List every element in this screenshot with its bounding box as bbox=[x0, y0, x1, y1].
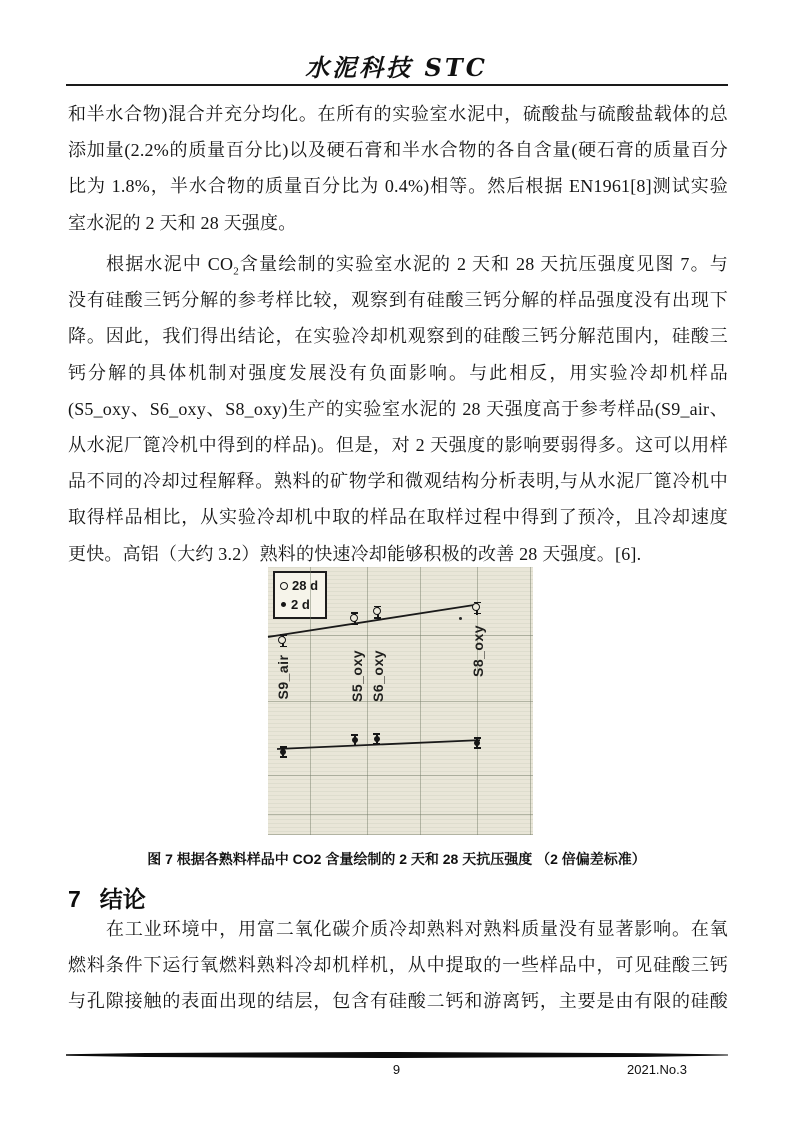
header-rule bbox=[66, 84, 728, 86]
error-bar-cap bbox=[474, 747, 481, 749]
text-line: 室水泥的 2 天和 28 天强度。 bbox=[68, 212, 297, 233]
section-heading bbox=[68, 881, 146, 914]
error-bar-cap bbox=[373, 743, 380, 745]
error-bar-cap bbox=[373, 733, 380, 735]
paragraph-3 bbox=[68, 911, 728, 1020]
text-line: 和半水合物)混合并充分均化。在所有的实验室水泥中，硫酸盐与硫酸盐载体的总 bbox=[68, 104, 728, 124]
sample-label-S9_air: S9_air bbox=[275, 654, 292, 700]
section-title: 结论 bbox=[99, 886, 146, 912]
text-line: 添加量(2.2%的质量百分比)以及硬石膏和半水合物的各自含量(硬石膏的质量百分 bbox=[68, 140, 728, 161]
error-bar-cap bbox=[280, 746, 287, 748]
trend-lines bbox=[268, 567, 533, 835]
text-line: 降。因此，我们得出结论，在实验冷却机观察到的硅酸三钙分解范围内，硅酸三 bbox=[68, 326, 728, 347]
error-bar-cap bbox=[280, 756, 287, 758]
sample-label-S8_oxy: S8_oxy bbox=[470, 624, 487, 677]
footer-rule bbox=[66, 1052, 728, 1058]
paragraph-2 bbox=[68, 246, 728, 572]
journal-header-title: 水泥科技 STC bbox=[305, 53, 488, 82]
text-line: 取得样品相比，从实验冷却机中取的样品在取样过程中得到了预冷，且冷却速度 bbox=[68, 507, 728, 528]
paragraph-1 bbox=[68, 96, 728, 241]
figure-7-chart bbox=[268, 567, 533, 835]
filled-dot-marker-icon bbox=[352, 737, 358, 743]
error-bar-cap bbox=[374, 617, 381, 619]
text-line: (S5_oxy、S6_oxy、S8_oxy)生产的实验室水泥的 28 天强度高于参考样品(S9_air、 bbox=[68, 398, 728, 419]
text-line: 品不同的冷却过程解释。熟料的矿物学和微观结构分析表明,与从水泥厂篦冷机中 bbox=[68, 471, 728, 492]
error-bar-cap bbox=[280, 646, 287, 648]
subscript: 2 bbox=[233, 265, 239, 278]
text-run: 含量绘制的实验室水泥的 2 天和 28 天抗压强度见图 7。与 bbox=[238, 254, 728, 274]
stray-speck bbox=[459, 617, 462, 620]
text-run: 根据水泥中 CO bbox=[106, 254, 234, 274]
figure-caption: 图 7 根据各熟料样品中 CO2 含量绘制的 2 天和 28 天抗压强度 （2 倍偏差标准） bbox=[147, 851, 646, 867]
error-bar-cap bbox=[474, 737, 481, 739]
text-line: 在工业环境中，用富二氧化碳介质冷却熟料对熟料质量没有显著影响。在氧 bbox=[106, 919, 728, 939]
sample-label-S6_oxy: S6_oxy bbox=[370, 650, 387, 703]
page-number: 9 bbox=[392, 1062, 401, 1077]
text-line: 从水泥厂篦冷机中得到的样品)。但是，对 2 天强度的影响要弱得多。这可以用样 bbox=[68, 434, 728, 455]
text-line: 燃料条件下运行氧燃料熟料冷却机样机，从中提取的一些样品中，可见硅酸三钙 bbox=[68, 955, 728, 976]
error-bar-cap bbox=[351, 745, 358, 747]
error-bar-cap bbox=[351, 624, 358, 626]
issue-label: 2021.No.3 bbox=[627, 1062, 687, 1077]
filled-dot-marker-icon bbox=[280, 749, 286, 755]
legend-label-28d: 28 d bbox=[292, 578, 319, 593]
error-bar-cap bbox=[351, 734, 358, 736]
text-line bbox=[68, 246, 728, 282]
sample-label-S5_oxy: S5_oxy bbox=[348, 650, 365, 703]
text-line: 钙分解的具体机制对强度发展没有负面影响。与此相反，用实验冷却机样品 bbox=[68, 362, 728, 383]
text-line: 与孔隙接触的表面出现的结层，包含有硅酸二钙和游离钙，主要是由有限的硅酸 bbox=[68, 991, 728, 1012]
filled-dot-marker-icon bbox=[374, 736, 380, 742]
section-number: 7 bbox=[68, 886, 81, 912]
text-line: 没有硅酸三钙分解的参考样比较，观察到有硅酸三钙分解的样品强度没有出现下 bbox=[68, 290, 728, 311]
text-line: 比为 1.8%，半水合物的质量百分比为 0.4%)相等。然后根据 EN1961[8]测试实验 bbox=[68, 176, 728, 197]
error-bar-cap bbox=[474, 613, 481, 615]
legend-label-2d: 2 d bbox=[291, 597, 310, 612]
text-line: 更快。高铝（大约 3.2）熟料的快速冷却能够积极的改善 28 天强度。[6]. bbox=[68, 543, 642, 564]
